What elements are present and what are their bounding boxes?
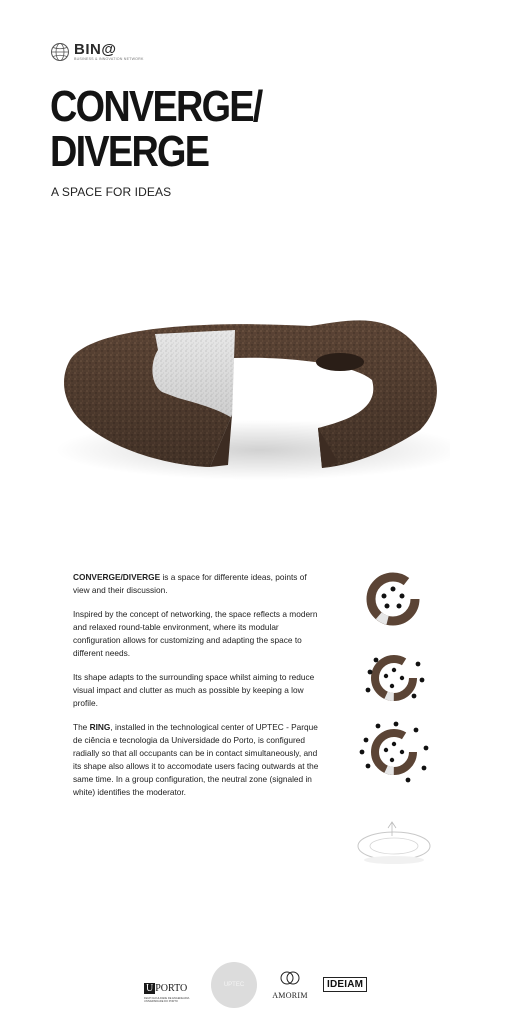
logo-tagline: BUSINESS & INNOVATION NETWORK	[74, 57, 144, 62]
title-line-1: CONVERGE/	[50, 82, 262, 131]
uporto-subtitle: FEUP FACULDADE DE ENGENHARIA UNIVERSIDADE DO PORTO	[144, 997, 190, 1003]
config-diagram-outline	[352, 818, 436, 868]
paragraph-4	[73, 721, 321, 798]
description	[73, 571, 321, 810]
paragraph-1-text: is a space for differente ideas, points of view and their discussion.	[73, 572, 307, 595]
uporto-logo	[144, 978, 204, 1003]
page-title	[50, 84, 262, 174]
ring-seat-render	[50, 300, 450, 485]
amorim-text: AMORIM	[272, 991, 308, 1000]
uptec-logo	[211, 962, 257, 1008]
uporto-mark: U	[146, 983, 154, 994]
ideiam-logo: IDEIAM	[323, 977, 367, 992]
amorim-emblem-icon	[279, 970, 301, 986]
uptec-label: UPTEC	[223, 982, 245, 988]
ring-label: RING	[89, 722, 111, 733]
amorim-logo	[270, 970, 310, 1000]
concept-name: CONVERGE/DIVERGE	[73, 572, 161, 582]
paragraph-3: Its shape adapts to the surrounding space whilst aiming to reduce visual impact and clutter as much as possible by keeping a low profile.	[73, 672, 315, 709]
uporto-name: PORTO	[155, 983, 188, 994]
paragraph-2: Inspired by the concept of networking, the space reflects a modern and relaxed round-table environment, where its modular configuration allows for customizing and adapting the space to different needs.	[73, 609, 318, 658]
paragraph-4-lead: The	[73, 722, 90, 733]
subtitle: A SPACE FOR IDEAS	[51, 185, 172, 199]
paragraph-4-text: , installed in the technological center of UPTEC - Parque de ciência e tecnologia da Universidade do Porto, is configured radially so that all occupants can be in contact simultaneously, and its shape also allows it to accomodate users facing outwards at the same time. In a group configuration, the neutral zone (signaled in white) identifies the moderator.	[73, 722, 319, 797]
config-diagram-inward	[366, 572, 420, 626]
bina-logo	[50, 42, 144, 62]
globe-icon	[50, 42, 70, 62]
paragraph-1	[73, 571, 321, 597]
logo-name: BIN@	[74, 41, 117, 59]
title-line-2: DIVERGE	[50, 127, 209, 176]
config-diagram-mixed	[356, 650, 432, 706]
footer-logos	[140, 960, 380, 1010]
config-diagram-group	[354, 718, 434, 786]
